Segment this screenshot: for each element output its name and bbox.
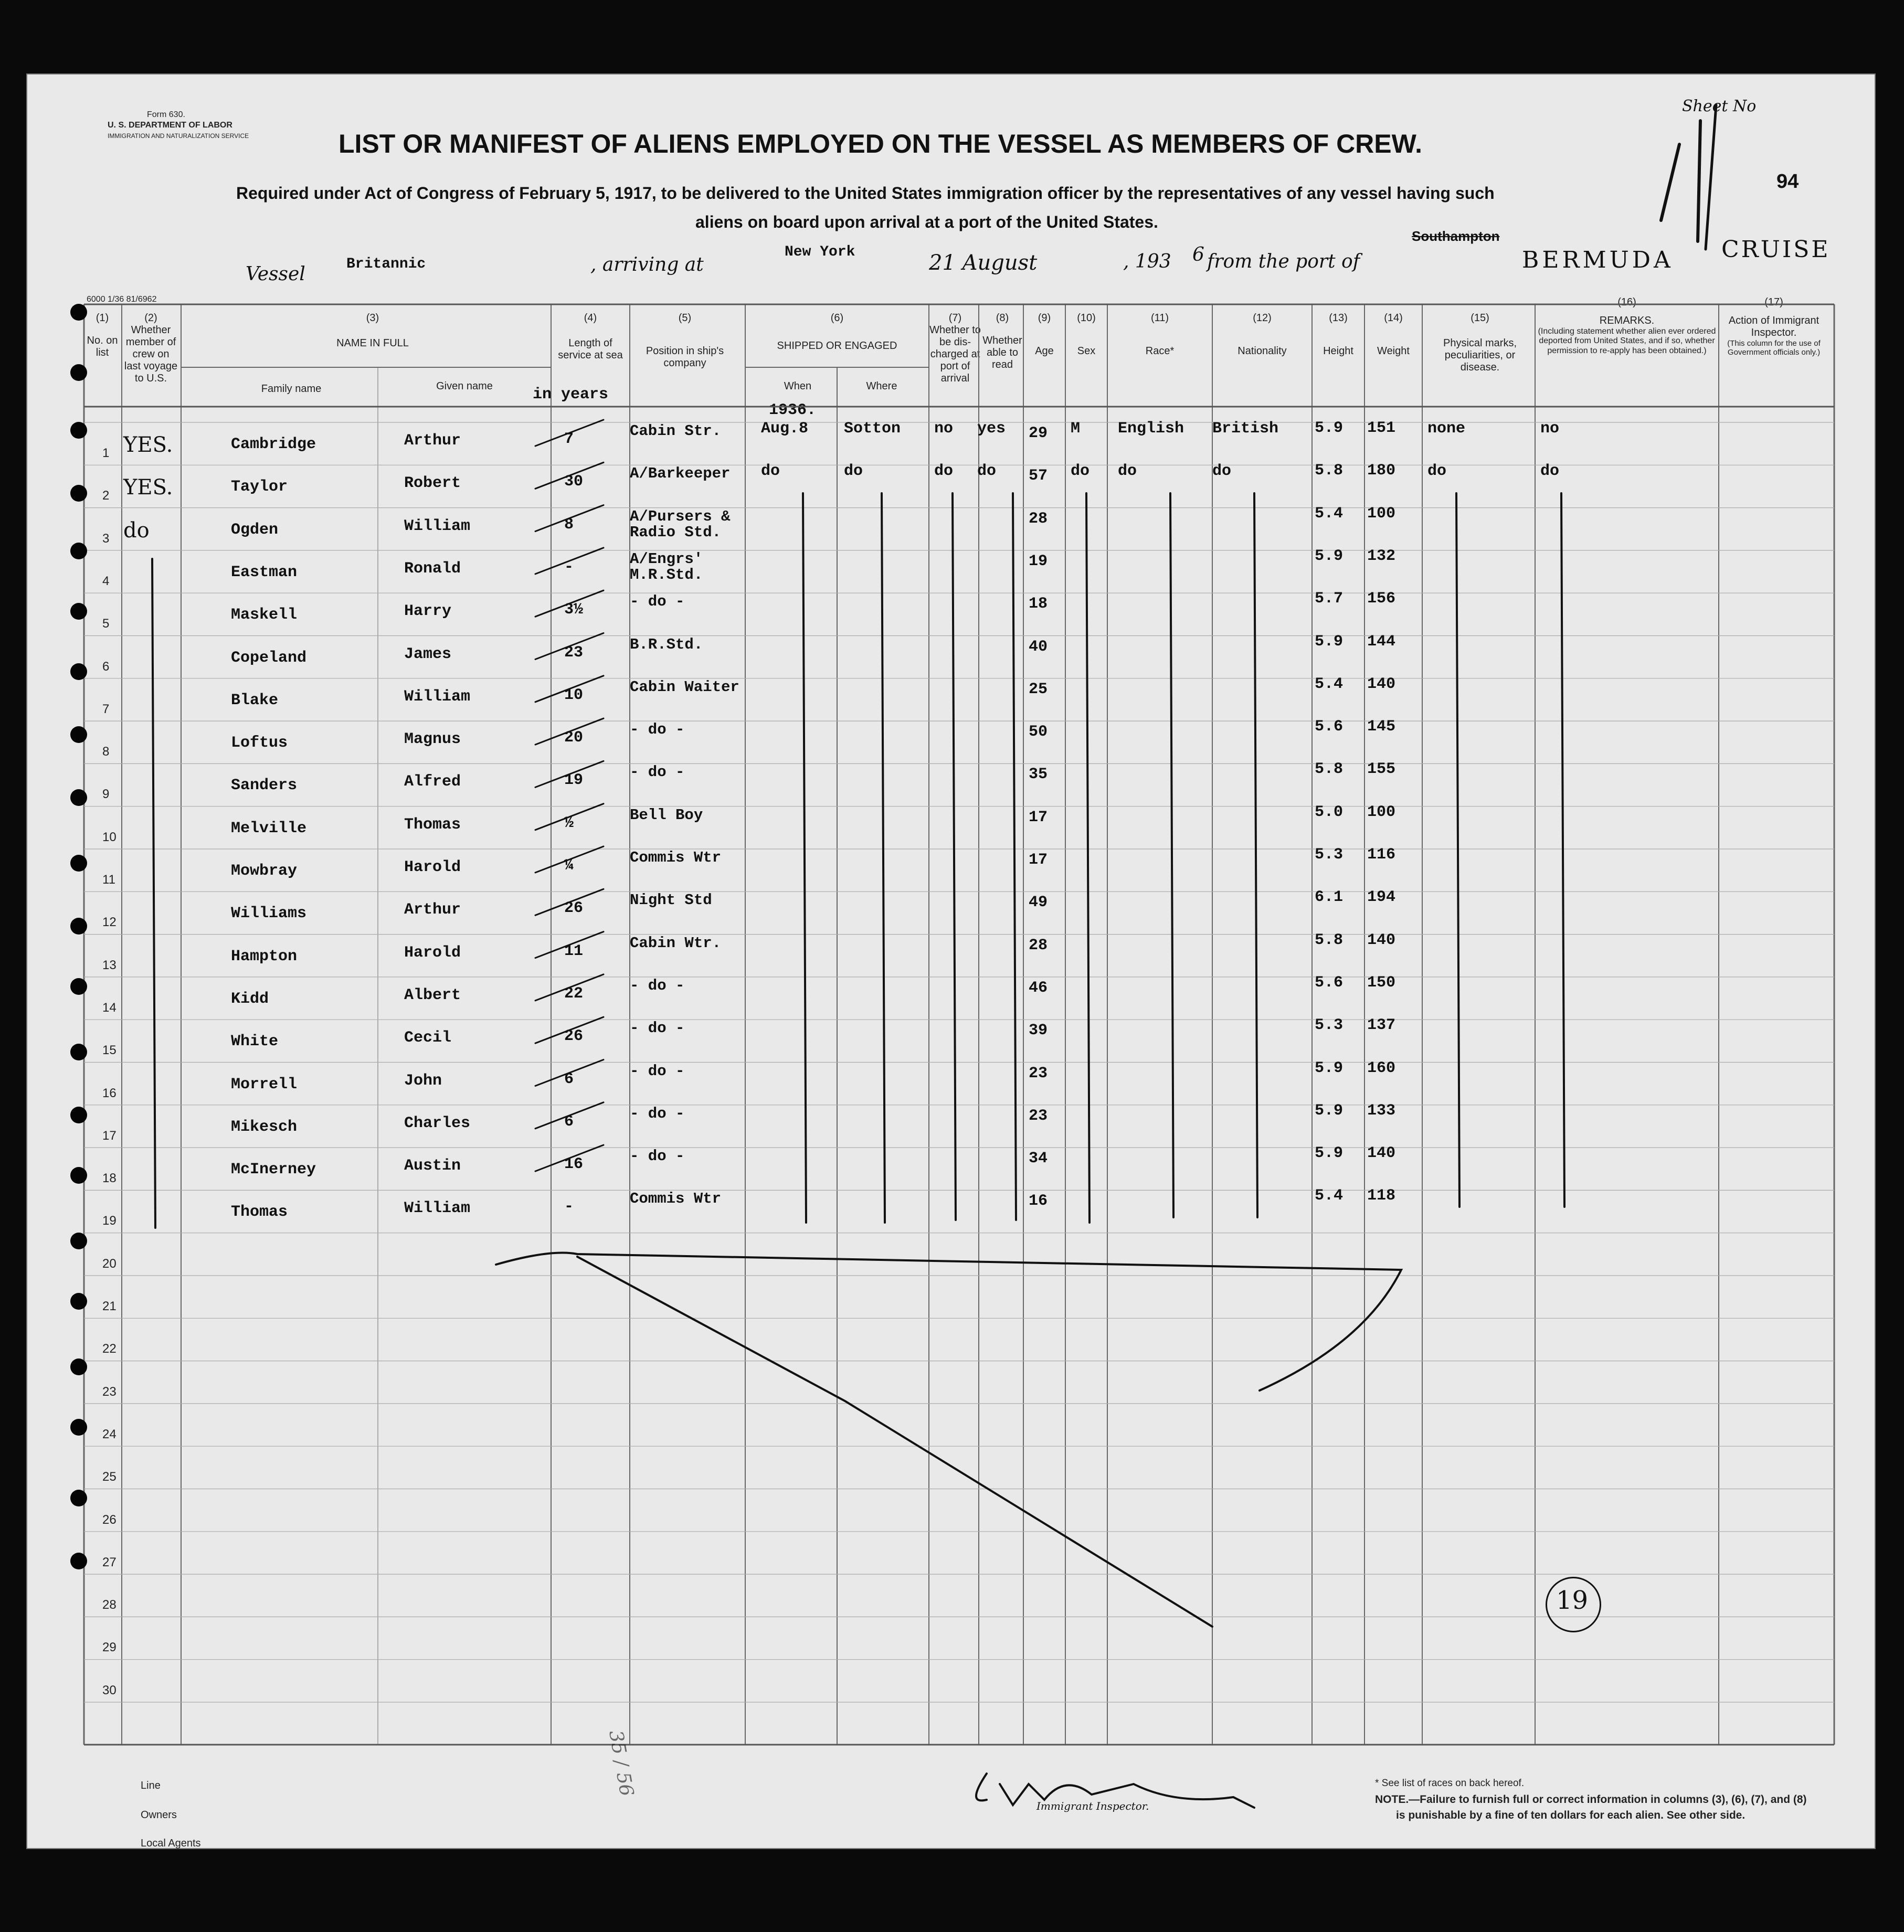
punch-hole [70,978,87,995]
height: 5.0 [1315,803,1344,821]
remarks: do [1540,462,1560,481]
punch-hole [70,1490,87,1506]
when-header: When [784,380,812,392]
age: 39 [1029,1022,1048,1040]
height: 5.8 [1315,760,1344,779]
prev-voyage-mark: do [123,518,150,543]
weight: 156 [1367,590,1396,608]
given-name: Cecil [404,1029,452,1047]
where-header: Where [866,380,897,392]
weight: 116 [1367,846,1396,864]
given-name: Arthur [404,432,461,450]
col4-header: (4) Length of service at sea [558,312,623,361]
ship-position: - do - [630,763,685,781]
ship-position: Cabin Str. [630,422,722,440]
family-name: Williams [231,905,307,923]
shipped-when: do [761,462,780,481]
height: 5.6 [1315,718,1344,736]
sex: M [1071,420,1081,438]
age: 18 [1029,595,1048,613]
shipped-where: Sotton [844,420,901,438]
row-number: 9 [102,787,110,802]
age: 16 [1029,1192,1048,1211]
service-years: 7 [564,430,574,448]
weight: 133 [1367,1101,1396,1120]
row-number: 20 [102,1256,117,1271]
vessel-name: Britannic [346,256,426,272]
col7-header: (7) Whether to be dis-charged at port of arrival [929,312,981,384]
col9-header: (9) Age [1035,312,1054,357]
able-to-read: do [977,462,997,481]
weight: 145 [1367,718,1396,736]
arrival-port: New York [785,244,855,260]
col17-header: (17) Action of Immigrant Inspector. (This column for the use of Government officials only.) [1727,296,1821,357]
service-years: 22 [564,984,584,1003]
age: 34 [1029,1150,1048,1168]
weight: 118 [1367,1187,1396,1205]
sheet-mark [1698,121,1700,241]
sheet-mark [1661,144,1679,220]
row-number: 28 [102,1598,117,1612]
sheet-number: 94 [1776,171,1799,193]
ship-position: Commis Wtr [630,849,722,866]
nat-ditto-line [1254,493,1257,1217]
age: 46 [1029,979,1048,997]
local-agents-label: Local Agents [141,1838,201,1849]
service-years: 8 [564,515,574,534]
service-years: 3½ [564,601,584,619]
col3-header: (3) NAME IN FULL [336,312,409,349]
discharged: no [934,420,954,438]
inspector-label: Immigrant Inspector. [1036,1800,1149,1812]
ship-position: A/Engrs' M.R.Std. [630,550,703,584]
family-name: Mowbray [231,862,298,880]
weight: 137 [1367,1016,1396,1035]
family-name: Eastman [231,563,298,581]
given-name: Thomas [404,815,461,834]
year-entry: 1936. [769,401,817,419]
punch-hole [70,1044,87,1060]
sex-ditto-line [1086,493,1089,1223]
manifest-title: LIST OR MANIFEST OF ALIENS EMPLOYED ON THE VESSEL AS MEMBERS OF CREW. [339,129,1422,158]
given-name: Harold [404,858,461,876]
arrival-date: 21 August [929,251,1038,275]
given-name: William [404,1199,471,1218]
row-number: 17 [102,1128,117,1143]
height: 5.6 [1315,973,1344,992]
row-number: 5 [102,617,110,631]
shipped-when: Aug.8 [761,420,809,438]
punch-hole [70,1167,87,1184]
row-number: 3 [102,531,110,546]
form-number: Form 630. [147,110,185,119]
col14-header: (14) Weight [1377,312,1410,357]
service-years: 20 [564,729,584,747]
service-years: 11 [564,942,584,960]
height: 5.4 [1315,504,1344,523]
year-digit: 6 [1192,244,1204,266]
family-name: Sanders [231,777,298,795]
read-ditto-line [1013,493,1016,1220]
family-name-header: Family name [261,383,322,395]
age: 49 [1029,894,1048,912]
height: 5.9 [1315,1101,1344,1120]
punch-hole [70,603,87,620]
given-name: Robert [404,474,461,493]
family-name: Melville [231,819,307,837]
row-number: 18 [102,1171,117,1186]
remarks-ditto-line [1561,493,1564,1207]
weight: 140 [1367,1144,1396,1163]
height: 6.1 [1315,888,1344,907]
weight: 100 [1367,504,1396,523]
service-years: 23 [564,643,584,662]
height: 5.8 [1315,931,1344,949]
punch-hole [70,543,87,559]
arriving-label: , arriving at [590,254,704,275]
ship-position: A/Barkeeper [630,465,731,483]
punch-hole [70,364,87,381]
row-number: 29 [102,1640,117,1655]
race: do [1118,462,1137,481]
subtitle-line-2: aliens on board upon arrival at a port of the United States. [695,213,1158,231]
race: English [1118,420,1184,438]
family-name: Morrell [231,1075,298,1094]
count-circle-value: 19 [1556,1586,1589,1615]
when-ditto-line [803,493,806,1223]
service-unit: in years [533,386,609,404]
ship-position: Night Std [630,891,712,909]
weight: 180 [1367,462,1396,480]
family-name: Maskell [231,606,298,624]
row-number: 13 [102,958,117,972]
family-name: Ogden [231,521,279,539]
ship-position: - do - [630,976,685,994]
row-number: 2 [102,489,110,503]
given-name: Charles [404,1114,471,1132]
service-years: 26 [564,899,584,918]
row-number: 24 [102,1427,117,1441]
row-number: 8 [102,745,110,759]
height: 5.3 [1315,1016,1344,1035]
punch-hole [70,1293,87,1310]
family-name: Blake [231,691,279,709]
row-number: 23 [102,1384,117,1399]
service-years: 19 [564,771,584,790]
races-note: * See list of races on back hereof. [1375,1778,1525,1789]
col8-header: (8) Whether able to read [982,312,1022,370]
vessel-label: Vessel [246,263,305,285]
shipped-where: do [844,462,863,481]
punch-hole [70,726,87,743]
family-name: Hampton [231,947,298,965]
ship-position: - do - [630,593,685,611]
punch-hole [70,1233,87,1249]
row-number: 7 [102,702,110,716]
given-name: William [404,517,471,535]
row-number: 4 [102,574,110,588]
col6-header: (6) SHIPPED OR ENGAGED [777,312,897,352]
row-number: 6 [102,659,110,674]
given-name: Arthur [404,901,461,919]
row-number: 21 [102,1299,117,1313]
col11-header: (11) Race* [1145,312,1175,357]
service-years: ½ [564,814,574,832]
punch-hole [70,304,87,321]
service-name: IMMIGRATION AND NATURALIZATION SERVICE [108,132,249,140]
empty-rows-diagonal [577,1257,1212,1627]
ship-position: - do - [630,1148,685,1165]
family-name: Cambridge [231,436,316,453]
marks-ditto-line [1456,493,1459,1207]
age: 23 [1029,1064,1048,1082]
weight: 194 [1367,888,1396,907]
race-ditto-line [1170,493,1173,1217]
age: 19 [1029,552,1048,570]
remarks: no [1540,420,1560,438]
family-name: Loftus [231,734,288,752]
family-name: Kidd [231,990,269,1008]
weight: 100 [1367,803,1396,821]
punch-hole [70,1358,87,1375]
age: 17 [1029,808,1048,826]
given-name: Alfred [404,773,461,791]
sex: do [1071,462,1090,481]
weight: 150 [1367,973,1396,992]
family-name: McInerney [231,1161,316,1179]
punch-hole [70,789,87,806]
row-number: 26 [102,1512,117,1527]
margin-note: 35 / 56 [605,1728,638,1798]
height: 5.4 [1315,675,1344,693]
given-name: John [404,1071,442,1090]
punch-hole [70,1419,87,1436]
prev-voyage-mark: YES. [123,433,173,457]
row-number: 11 [102,873,115,887]
weight: 160 [1367,1059,1396,1077]
given-name: Albert [404,986,461,1004]
col10-header: (10) Sex [1077,312,1096,357]
age: 57 [1029,467,1048,485]
note-line-2: is punishable by a fine of ten dollars for each alien. See other side. [1396,1809,1746,1821]
sheet-mark [1706,105,1716,249]
col16-header: (16) REMARKS. (Including statement whether alien ever ordered deported from United States, and if so, whether permission to re-apply has been obtained.) [1538,296,1716,355]
note-line-1: NOTE.—Failure to furnish full or correct information in columns (3), (6), (7), and (8) [1375,1793,1807,1806]
punch-hole [70,1107,87,1123]
col15-header: (15) Physical marks, peculiarities, or disease. [1443,312,1517,373]
owners-label: Owners [141,1809,177,1821]
row-number: 16 [102,1086,117,1100]
given-name: Harry [404,602,452,621]
subtitle-line-1: Required under Act of Congress of February 5, 1917, to be delivered to the United States immigration officer by the representatives of any vessel having such [236,184,1495,203]
nationality: do [1212,462,1232,481]
age: 25 [1029,680,1048,698]
discharged: do [934,462,954,481]
col5-header: (5) Position in ship's company [646,312,724,369]
department-name: U. S. DEPARTMENT OF LABOR [108,121,232,130]
family-name: Copeland [231,649,307,667]
service-years: 26 [564,1027,584,1046]
service-years: - [564,1198,574,1216]
sheet-label: Sheet No [1682,97,1757,115]
age: 28 [1029,936,1048,954]
ship-position: - do - [630,1062,685,1080]
given-name: Magnus [404,730,461,749]
height: 5.8 [1315,462,1344,480]
ship-position: - do - [630,1105,685,1122]
height: 5.9 [1315,419,1344,437]
ship-position: Cabin Wtr. [630,934,722,952]
row-number: 1 [102,446,110,460]
ship-position: - do - [630,1020,685,1037]
ship-position: Commis Wtr [630,1190,722,1208]
physical-marks: do [1427,462,1447,481]
row-number: 30 [102,1683,117,1697]
punch-hole [70,422,87,439]
from-port-label: from the port of [1207,251,1360,272]
height: 5.7 [1315,590,1344,608]
row-number: 14 [102,1000,117,1015]
weight: 144 [1367,632,1396,651]
service-years: 30 [564,473,584,491]
row-number: 27 [102,1555,117,1569]
empty-rows-strike [496,1253,1401,1391]
height: 5.9 [1315,1059,1344,1077]
service-years: 6 [564,1070,574,1088]
service-years: - [564,558,574,576]
given-name: William [404,687,471,706]
given-name: James [404,645,452,663]
weight: 140 [1367,931,1396,949]
age: 35 [1029,766,1048,784]
row-number: 15 [102,1043,117,1058]
ship-position: A/Pursers & Radio Std. [630,507,731,542]
weight: 140 [1367,675,1396,693]
height: 5.9 [1315,632,1344,651]
age: 23 [1029,1107,1048,1125]
age: 17 [1029,851,1048,869]
row-number: 19 [102,1214,117,1228]
punch-hole [70,485,87,502]
punch-hole [70,918,87,935]
where-ditto-line [882,493,885,1223]
punch-hole [70,663,87,680]
ship-position: B.R.Std. [630,635,703,653]
ship-position: Cabin Waiter [630,678,739,696]
col2-header: (2) Whether member of crew on last voyage to U.S. [124,312,178,384]
row-number: 10 [102,830,117,844]
ship-position: - do - [630,721,685,739]
col13-header: (13) Height [1323,312,1353,357]
physical-marks: none [1427,420,1466,438]
family-name: White [231,1033,279,1051]
prev-voyage-mark: YES. [123,475,173,500]
line-label: Line [141,1780,161,1791]
nationality: British [1212,420,1279,438]
age: 50 [1029,723,1048,741]
weight: 155 [1367,760,1396,779]
age: 29 [1029,424,1048,442]
height: 5.3 [1315,846,1344,864]
weight: 151 [1367,419,1396,437]
service-years: 10 [564,686,584,704]
ship-position: Bell Boy [630,806,703,824]
height: 5.4 [1315,1187,1344,1205]
weight: 132 [1367,547,1396,565]
departure-port: BERMUDA [1522,247,1674,273]
service-years: 16 [564,1155,584,1174]
family-name: Mikesch [231,1118,298,1136]
disch-ditto-line [953,493,956,1220]
able-to-read: yes [977,420,1006,438]
punch-hole [70,855,87,872]
height: 5.9 [1315,547,1344,565]
age: 28 [1029,509,1048,528]
service-years: ¼ [564,857,574,875]
row-number: 12 [102,915,117,930]
given-name: Austin [404,1157,461,1175]
family-name: Taylor [231,478,288,496]
age: 40 [1029,638,1048,656]
cruise-note: CRUISE [1721,236,1831,263]
print-code: 6000 1/36 81/6962 [87,295,157,304]
height: 5.9 [1315,1144,1344,1163]
service-years: 6 [564,1112,574,1131]
departure-port-struck: Southampton [1412,228,1500,244]
family-name: Thomas [231,1203,288,1222]
given-name: Ronald [404,559,461,578]
col12-header: (12) Nationality [1237,312,1287,357]
given-name-header: Given name [436,380,493,392]
given-name: Harold [404,943,461,962]
prev-ditto-line [152,559,155,1228]
punch-hole [70,1553,87,1569]
row-number: 25 [102,1470,117,1484]
year-prefix: , 193 [1123,251,1171,272]
col1-header: (1) No. on list [87,312,118,358]
row-number: 22 [102,1342,117,1356]
